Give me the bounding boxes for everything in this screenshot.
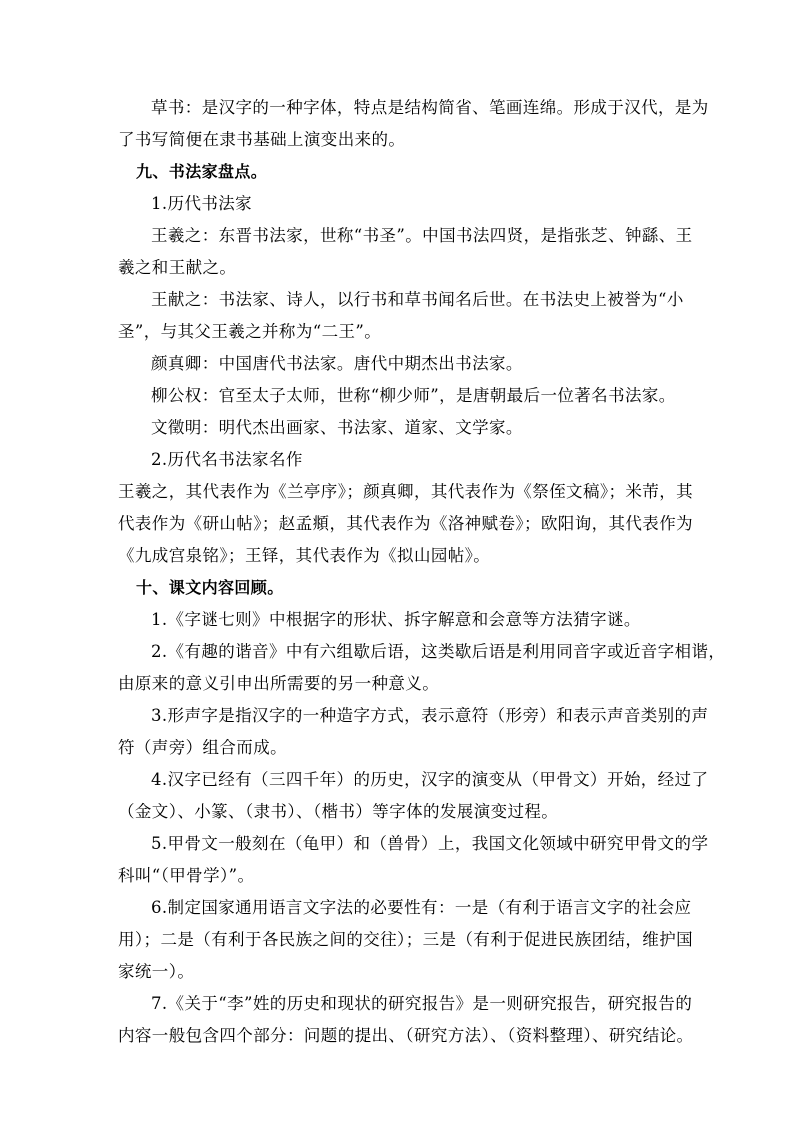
- paragraph-line: 由原来的意义引申出所需要的另一种意义。: [118, 674, 440, 693]
- paragraph-line: 5.甲骨文一般刻在（龟甲）和（兽骨）上，我国文化领域中研究甲骨文的学: [151, 834, 709, 853]
- paragraph-line: 文徵明：明代杰出画家、书法家、道家、文学家。: [151, 418, 523, 437]
- paragraph-line: 王羲之：东晋书法家，世称“书圣”。中国书法四贤，是指张芝、钟繇、王: [151, 226, 693, 245]
- section-heading: 九、书法家盘点。: [136, 162, 268, 181]
- document-page: [118, 92, 726, 1052]
- paragraph-line: （金文）、小篆、（隶书）、（楷书）等字体的发展演变过程。: [118, 802, 559, 821]
- subsection-heading: 1.历代书法家: [151, 194, 253, 213]
- section-heading: 十、课文内容回顾。: [136, 578, 284, 597]
- paragraph-line: 3.形声字是指汉字的一种造字方式，表示意符（形旁）和表示声音类别的声: [151, 706, 709, 725]
- paragraph-line: 圣”，与其父王羲之并称为“二王”。: [118, 322, 382, 341]
- paragraph-line: 柳公权：官至太子太师，世称“柳少师”，是唐朝最后一位著名书法家。: [151, 386, 676, 405]
- paragraph-line: 了书写简便在隶书基础上演变出来的。: [118, 130, 406, 149]
- paragraph-line: 王献之：书法家、诗人，以行书和草书闻名后世。在书法史上被誉为“小: [151, 290, 684, 309]
- subsection-heading: 2.历代名书法家名作: [151, 450, 303, 469]
- paragraph-line: 《九成宫泉铭》；王铎，其代表作为《拟山园帖》。: [118, 546, 491, 565]
- paragraph-line: 代表作为《研山帖》；赵孟頫，其代表作为《洛神赋卷》；欧阳询，其代表作为: [118, 514, 693, 533]
- paragraph-line: 颜真卿：中国唐代书法家。唐代中期杰出书法家。: [151, 354, 523, 373]
- paragraph-line: 草书：是汉字的一种字体，特点是结构简省、笔画连绵。形成于汉代，是为: [151, 98, 709, 117]
- paragraph-line: 用）；二是（有利于各民族之间的交往）；三是（有利于促进民族团结，维护国: [118, 930, 693, 949]
- paragraph-line: 内容一般包含四个部分：问题的提出、（研究方法）、（资料整理）、研究结论。: [118, 1026, 694, 1045]
- paragraph-line: 1.《字谜七则》中根据字的形状、拆字解意和会意等方法猜字谜。: [151, 610, 641, 629]
- paragraph-line: 2.《有趣的谐音》中有六组歇后语，这类歇后语是利用同音字或近音字相谐，: [151, 642, 726, 661]
- paragraph-line: 4.汉字已经有（三四千年）的历史，汉字的演变从（甲骨文）开始，经过了: [151, 770, 709, 789]
- paragraph-line: 符（声旁）组合而成。: [118, 738, 287, 757]
- paragraph-line: 羲之和王献之。: [118, 258, 237, 277]
- paragraph-line: 7.《关于“李”姓的历史和现状的研究报告》是一则研究报告，研究报告的: [151, 994, 693, 1013]
- paragraph-line: 王羲之，其代表作为《兰亭序》；颜真卿，其代表作为《祭侄文稿》；米芾，其: [118, 482, 693, 501]
- paragraph-line: 家统一）。: [118, 962, 195, 981]
- paragraph-line: 科叫“（甲骨学）”。: [118, 866, 255, 885]
- paragraph-line: 6.制定国家通用语言文字法的必要性有：一是（有利于语言文字的社会应: [151, 898, 692, 917]
